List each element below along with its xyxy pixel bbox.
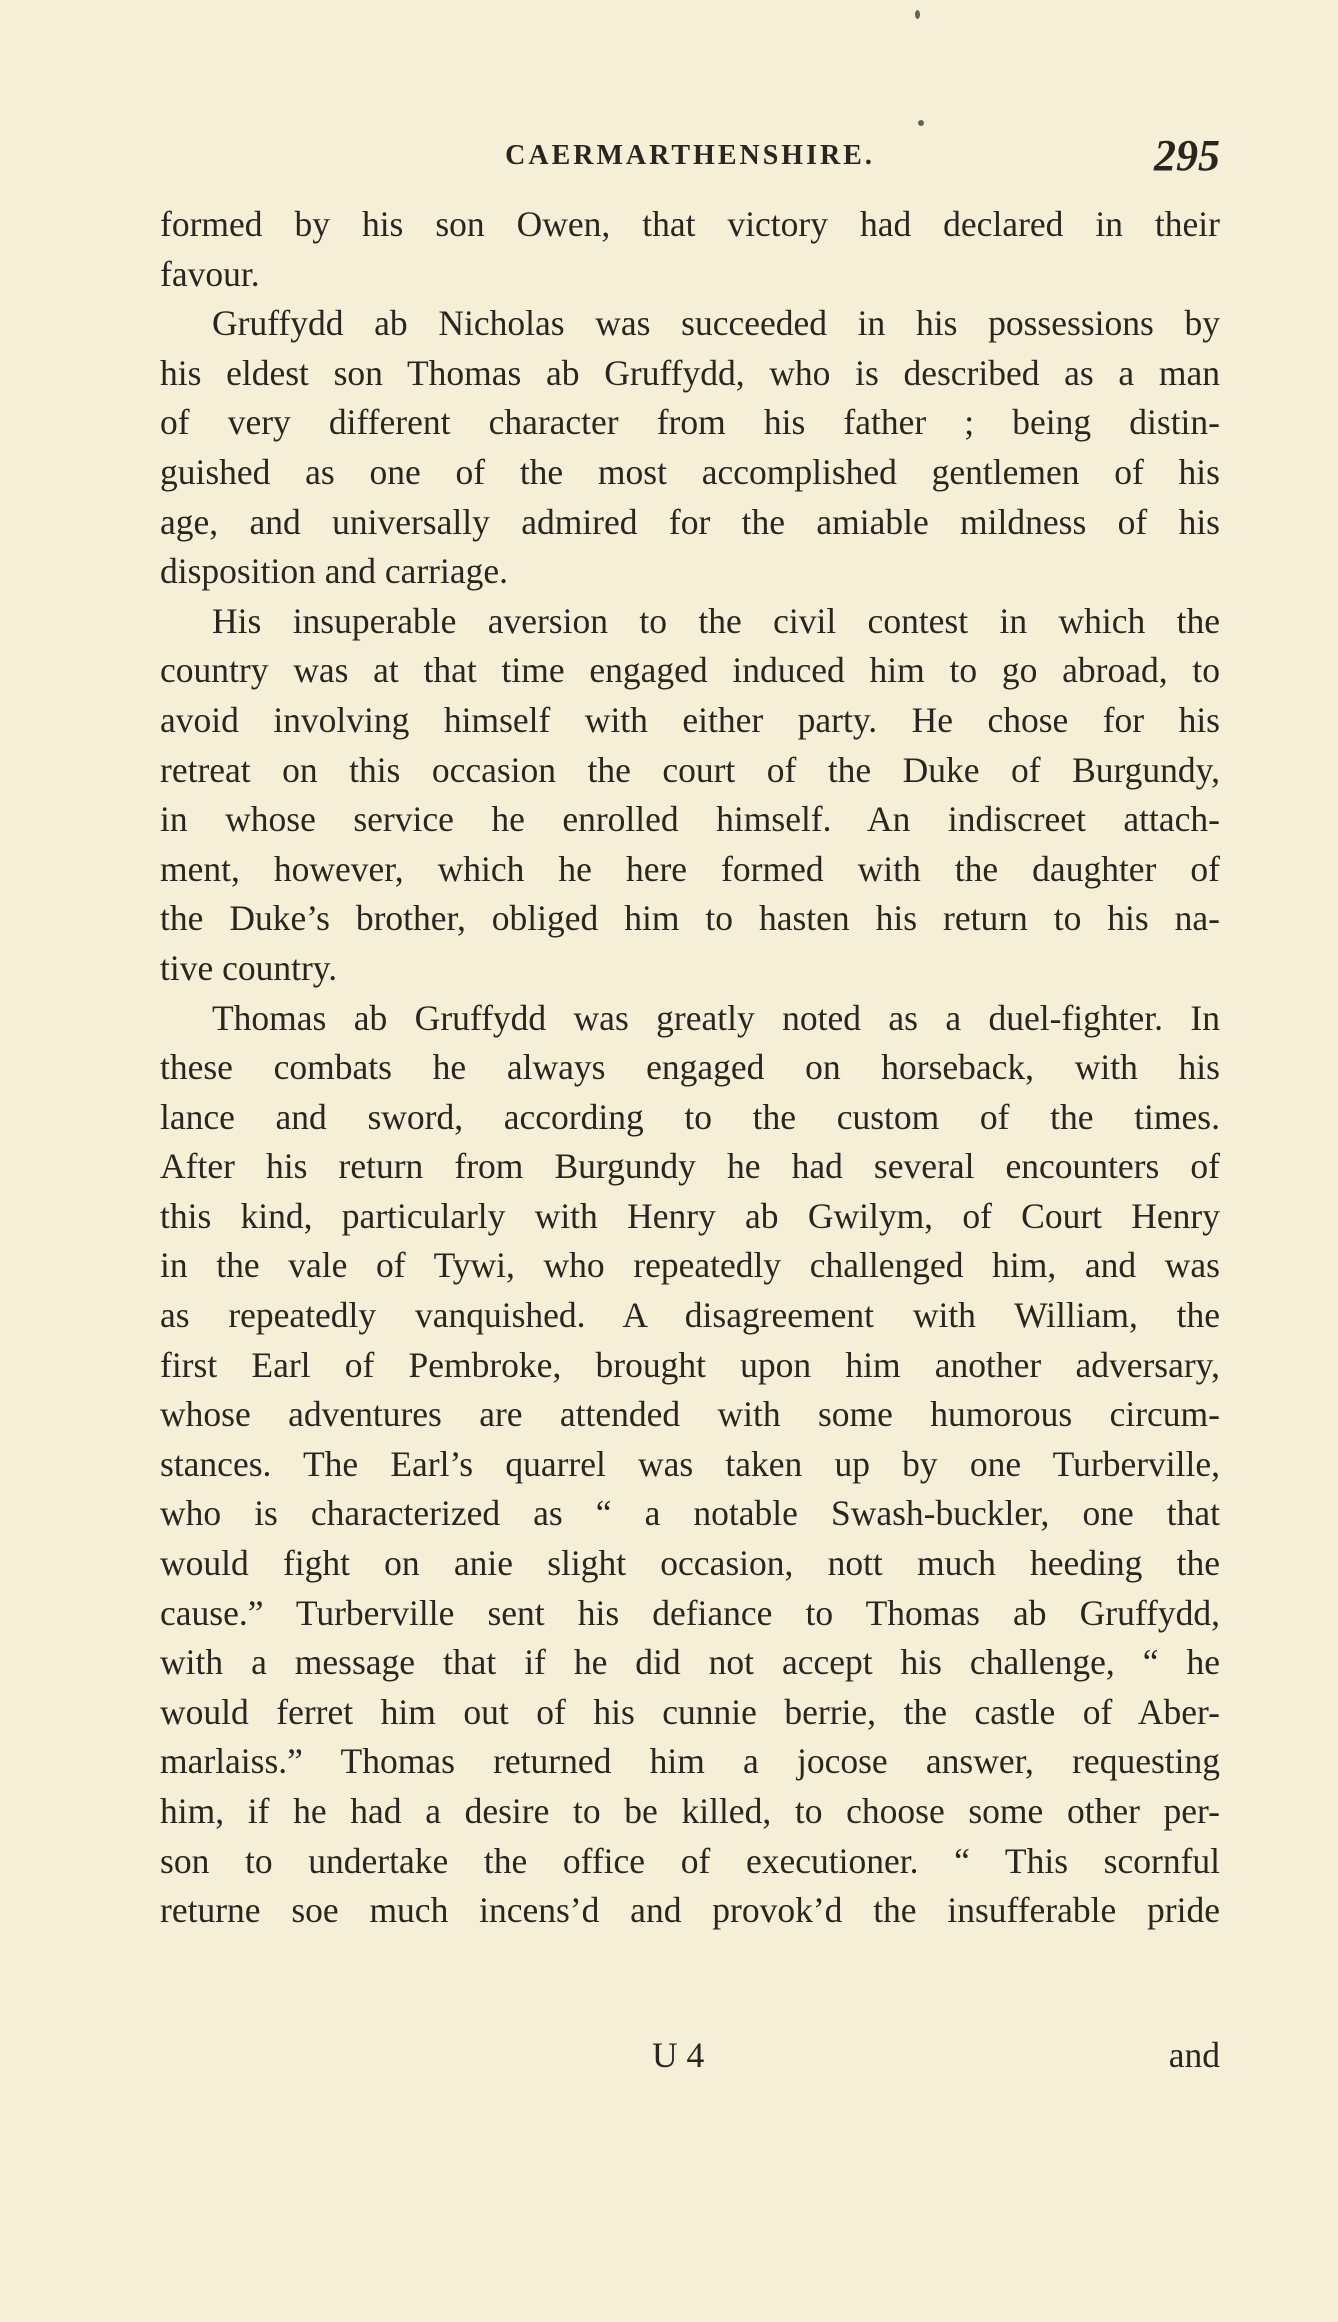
text-line: ment, however, which he here formed with the daughter of (160, 848, 1220, 889)
text-line: formed by his son Owen, that victory had declared in their (160, 204, 1220, 244)
text-line: as repeatedly vanquished. A disagreement with William, the (160, 1295, 1220, 1336)
text-line: son to undertake the office of executioner. “ This scornful (160, 1840, 1220, 1881)
text-line: Thomas ab Gruffydd was greatly noted as a duel-fighter. In (212, 997, 1220, 1038)
paragraph (160, 200, 1220, 299)
paragraph (160, 299, 1220, 597)
body-text (160, 200, 1220, 1936)
text-line: marlaiss.” Thomas returned him a jocose answer, requesting (160, 1741, 1220, 1782)
text-line: him, if he had a desire to be killed, to choose some other per- (160, 1791, 1220, 1831)
text-line: retreat on this occasion the court of the Duke of Burgundy, (160, 749, 1220, 790)
page-footer (160, 2034, 1220, 2084)
text-line: Gruffydd ab Nicholas was succeeded in his possessions by (212, 303, 1220, 344)
text-line: in whose service he enrolled himself. An indiscreet attach- (160, 799, 1220, 840)
ink-speck (915, 10, 920, 19)
text-line: first Earl of Pembroke, brought upon him another adversary, (160, 1344, 1220, 1385)
text-line: disposition and carriage. (160, 551, 508, 592)
text-line: would ferret him out of his cunnie berrie, the castle of Aber- (160, 1691, 1220, 1732)
text-line: guished as one of the most accomplished gentlemen of his (160, 451, 1220, 492)
text-line: returne soe much incens’d and provok’d the insufferable pride (160, 1890, 1220, 1931)
text-line: with a message that if he did not accept his challenge, “ he (160, 1642, 1220, 1683)
signature-mark: U 4 (652, 2035, 705, 2075)
text-line: this kind, particularly with Henry ab Gwilym, of Court Henry (160, 1195, 1220, 1236)
text-line: whose adventures are attended with some humorous circum- (160, 1394, 1220, 1435)
text-line: stances. The Earl’s quarrel was taken up by one Turberville, (160, 1443, 1220, 1484)
paragraph (160, 994, 1220, 1936)
ink-speck (918, 120, 924, 126)
text-line: of very different character from his father ; being distin- (160, 402, 1220, 443)
text-line: favour. (160, 253, 260, 294)
text-line: After his return from Burgundy he had several encounters of (160, 1146, 1220, 1187)
text-line: country was at that time engaged induced him to go abroad, to (160, 650, 1220, 691)
text-line: age, and universally admired for the amiable mildness of his (160, 501, 1220, 542)
text-line: who is characterized as “ a notable Swash-buckler, one that (160, 1493, 1220, 1534)
text-line: the Duke’s brother, obliged him to hasten his return to his na- (160, 898, 1220, 939)
text-line: tive country. (160, 947, 338, 988)
text-line: these combats he always engaged on horseback, with his (160, 1047, 1220, 1088)
text-line: in the vale of Tywi, who repeatedly challenged him, and was (160, 1245, 1220, 1286)
page-header (160, 131, 1220, 180)
running-head: CAERMARTHENSHIRE. (505, 140, 875, 171)
page-number: 295 (1154, 131, 1220, 180)
text-line: lance and sword, according to the custom of the times. (160, 1096, 1220, 1137)
catchword: and (1168, 2035, 1220, 2075)
text-line: His insuperable aversion to the civil contest in which the (212, 600, 1220, 641)
text-line: would fight on anie slight occasion, nott much heeding the (160, 1543, 1220, 1584)
text-line: cause.” Turberville sent his defiance to Thomas ab Gruffydd, (160, 1592, 1220, 1633)
text-line: his eldest son Thomas ab Gruffydd, who is described as a man (160, 352, 1220, 393)
text-line: avoid involving himself with either party. He chose for his (160, 699, 1220, 740)
paragraph (160, 597, 1220, 994)
